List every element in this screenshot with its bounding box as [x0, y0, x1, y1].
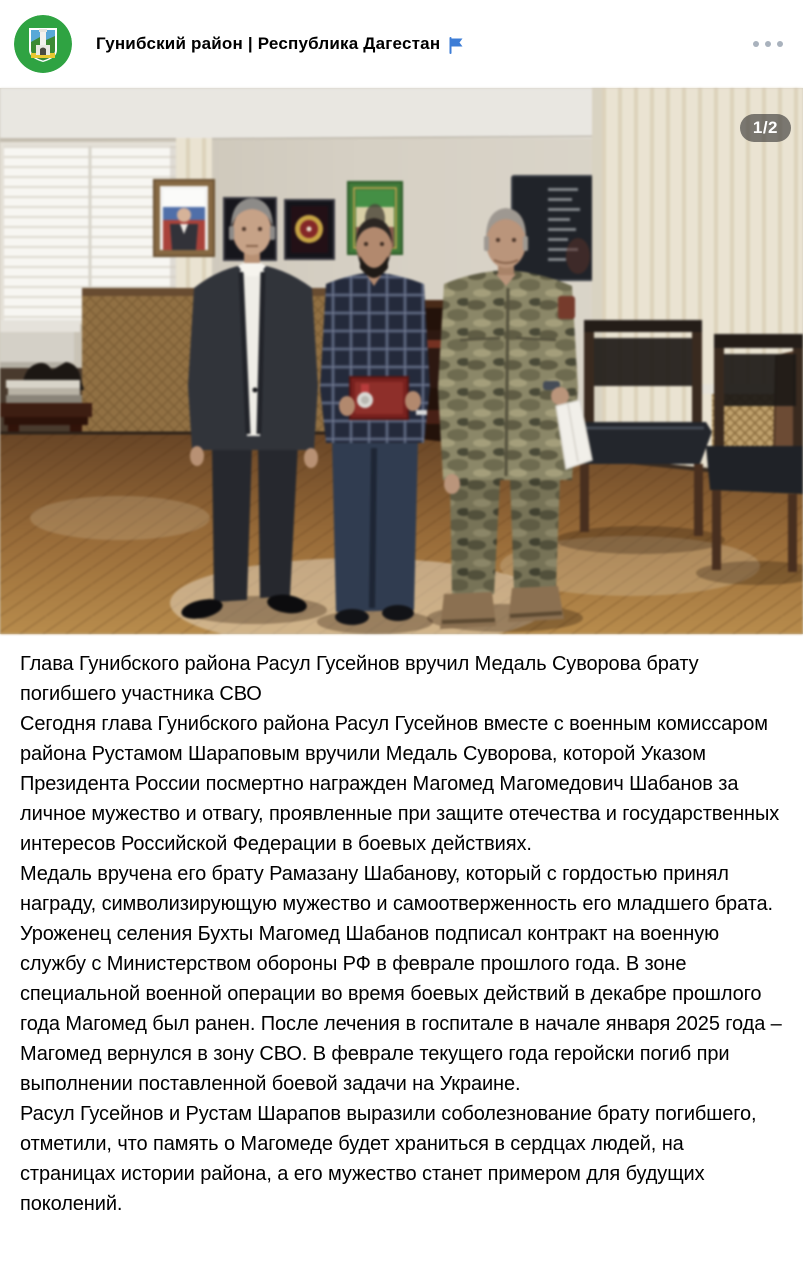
photo-counter-badge: 1/2	[740, 114, 791, 142]
post-paragraph: Расул Гусейнов и Рустам Шарапов выразили соболезнование брату погибшего, отметили, что память о Магомеде будет храниться в сердцах людей, на страницах истории района, а его мужество станет примером для будущих поколений.	[20, 1103, 757, 1215]
community-name-label: Гунибский район | Республика Дагестан	[96, 34, 441, 53]
post-text	[0, 634, 803, 1219]
coat-of-arms-icon	[14, 15, 72, 73]
framed-emblem-right	[285, 200, 334, 259]
post-paragraph: Уроженец селения Бухты Магомед Шабанов подписал контракт на военную службу с Министерством обороны РФ в феврале прошлого года. В зоне специальной военной операции во время боевых действий в декабре прошлого года Магомед был ранен. После лечения в госпитале в начале января 2025 года – Магомед вернулся в зону СВО. В феврале текущего года геройски погиб при выполнении поставленной боевой задачи на Украине.	[20, 923, 782, 1095]
verified-flag-icon	[448, 37, 464, 54]
community-avatar[interactable]	[14, 15, 72, 73]
post-header	[0, 0, 803, 88]
window-sill	[0, 320, 80, 368]
community-name[interactable]	[96, 34, 464, 54]
post-paragraph: Сегодня глава Гунибского района Расул Гусейнов вместе с военным комиссаром района Рустамом Шараповым вручили Медаль Суворова, которой Указом Президента России посмертно награжден Магомед Магомедович Шабанов за личное мужество и отвагу, проявленные при защите отечества и государственных интересов Российской Федерации в боевых действиях.	[20, 713, 780, 855]
post-paragraph: Глава Гунибского района Расул Гусейнов вручил Медаль Суворова брату погибшего участника СВО	[20, 653, 699, 705]
putin-portrait	[154, 180, 214, 256]
post-photo[interactable]	[0, 88, 803, 634]
post-menu-ellipsis-icon[interactable]	[751, 33, 785, 55]
office-photo-scene	[0, 88, 803, 634]
post-paragraph: Медаль вручена его брату Рамазану Шабанову, который с гордостью принял награду, символизирующую мужество и самоотверженность его младшего брата.	[20, 863, 773, 915]
